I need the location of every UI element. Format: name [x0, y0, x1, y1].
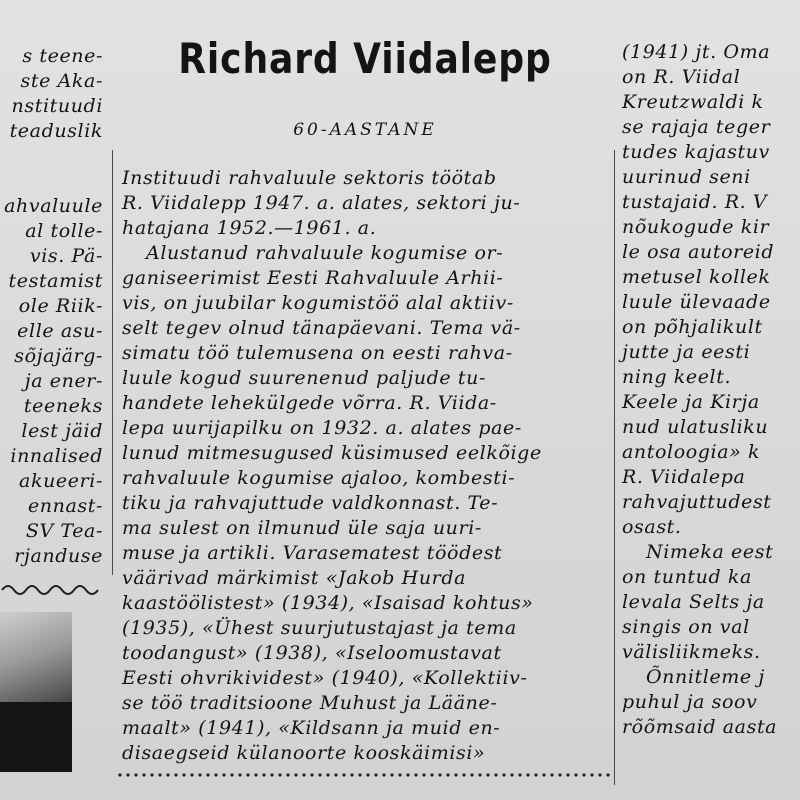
text-line: R. Viidalepa [622, 466, 746, 488]
text-line: handete lehekülgede võrra. R. Viida- [122, 392, 497, 414]
text-line: antoloogia» k [622, 441, 761, 463]
text-line: (1941) jt. Oma [622, 41, 771, 63]
text-line: väärivad märkimist «Jakob Hurda [122, 567, 467, 589]
text-line: levala Selts ja [622, 591, 765, 613]
text-line: ma sulest on ilmunud üle saja uuri- [122, 517, 482, 539]
text-line: lepa uurijapilku on 1932. a. alates pae- [122, 417, 522, 439]
text-line: ennast- [27, 495, 103, 517]
text-line: uurinud seni [622, 166, 751, 188]
text-line: nõukogude kir [622, 216, 770, 238]
text-line: akueeri- [19, 470, 103, 492]
text-line: jutte ja eesti [622, 341, 751, 363]
text-line: hatajana 1952.—1961. a. [122, 217, 377, 239]
text-line: ahvaluule [4, 195, 103, 217]
text-line: rjanduse [14, 545, 103, 567]
text-line: se töö traditsioone Muhust ja Lääne- [122, 692, 498, 714]
text-line: Eesti ohvrikividest» (1940), «Kollektiiv- [122, 667, 528, 689]
article-subtitle: 60-AASTANE [293, 120, 437, 140]
text-line: teaduslik [9, 120, 103, 142]
text-line: Õnnitleme j [646, 666, 765, 688]
text-line: Kreutzwaldi k [622, 91, 764, 113]
text-line: rõõmsaid aasta [622, 716, 778, 738]
text-line: nstituudi [11, 95, 103, 117]
text-line: ste Aka- [20, 70, 103, 92]
text-line: Nimeka eest [646, 541, 774, 563]
text-line: rahvaluule kogumise ajaloo, kombesti- [122, 467, 516, 489]
text-line: singis on val [622, 616, 750, 638]
text-line: R. Viidalepp 1947. a. alates, sektori ju- [122, 192, 521, 214]
text-line: le osa autoreid [622, 241, 775, 263]
text-line: kaastöölistest» (1934), «Isaisad kohtus» [122, 592, 534, 614]
text-line: ole Riik- [18, 295, 103, 317]
wavy-separator [2, 580, 102, 600]
column-divider-left [112, 150, 113, 575]
text-line: toodangust» (1938), «Iseloomustavat [122, 642, 502, 664]
text-line: luule kogud suurenenud paljude tu- [122, 367, 487, 389]
text-line: nud ulatusliku [622, 416, 769, 438]
text-line: vis. Pä- [29, 245, 103, 267]
text-line: s teene- [22, 45, 103, 67]
text-line: maalt» (1941), «Kildsann ja muid en- [122, 717, 501, 739]
text-line: tustajaid. R. V [622, 191, 768, 213]
text-line: välisliikmeks. [622, 641, 761, 663]
text-line: tudes kajastuv [622, 141, 770, 163]
text-line: Instituudi rahvaluule sektoris töötab [122, 167, 497, 189]
text-line: al tolle- [25, 220, 103, 242]
column-divider-right [614, 150, 615, 785]
text-line: muse ja artikli. Varasematest töödest [122, 542, 503, 564]
text-line: on R. Viidal [622, 66, 741, 88]
text-line: tiku ja rahvajuttude valdkonnast. Te- [122, 492, 499, 514]
text-line: simatu töö tulemusena on eesti rahva- [122, 342, 513, 364]
article-title: Richard Viidalepp [178, 34, 552, 83]
text-line: ning keelt. [622, 366, 732, 388]
text-line: (1935), «Ühest suurjutustajast ja tema [122, 617, 517, 639]
text-line: SV Tea- [25, 520, 103, 542]
text-line: elle asu- [17, 320, 103, 342]
text-line: on põhjalikult [622, 316, 763, 338]
text-line: on tuntud ka [622, 566, 752, 588]
text-line: se rajaja teger [622, 116, 771, 138]
article-body-column [122, 166, 608, 764]
text-line: disaegseid külanoorte kooskäimisi» [122, 742, 486, 764]
left-column-fragment [0, 44, 107, 567]
text-line: rahvajuttudest [622, 491, 772, 513]
photo-fragment [0, 612, 72, 772]
text-line: testamist [8, 270, 103, 292]
text-line: lunud mitmesugused küsimused eelkõige [122, 442, 542, 464]
text-line: Alustanud rahvaluule kogumise or- [146, 242, 504, 264]
text-line: innalised [10, 445, 103, 467]
text-line: ganiseerimist Eesti Rahvaluule Arhii- [122, 267, 504, 289]
text-line: sõjajärg- [14, 345, 103, 367]
text-line [0, 144, 107, 169]
right-column-fragment [622, 40, 800, 740]
dotted-rule [116, 772, 614, 778]
text-line: puhul ja soov [622, 691, 758, 713]
text-line: lest jäid [21, 420, 103, 442]
text-line: metusel kollek [622, 266, 771, 288]
text-line: teeneks [23, 395, 103, 417]
text-line: ja ener- [24, 370, 103, 392]
text-line: osast. [622, 516, 682, 538]
text-line: selt tegev olnud tänapäevani. Tema vä- [122, 317, 521, 339]
text-line: luule ülevaade [622, 291, 771, 313]
text-line [0, 169, 107, 194]
text-line: vis, on juubilar kogumistöö alal aktiiv- [122, 292, 514, 314]
text-line: Keele ja Kirja [622, 391, 760, 413]
